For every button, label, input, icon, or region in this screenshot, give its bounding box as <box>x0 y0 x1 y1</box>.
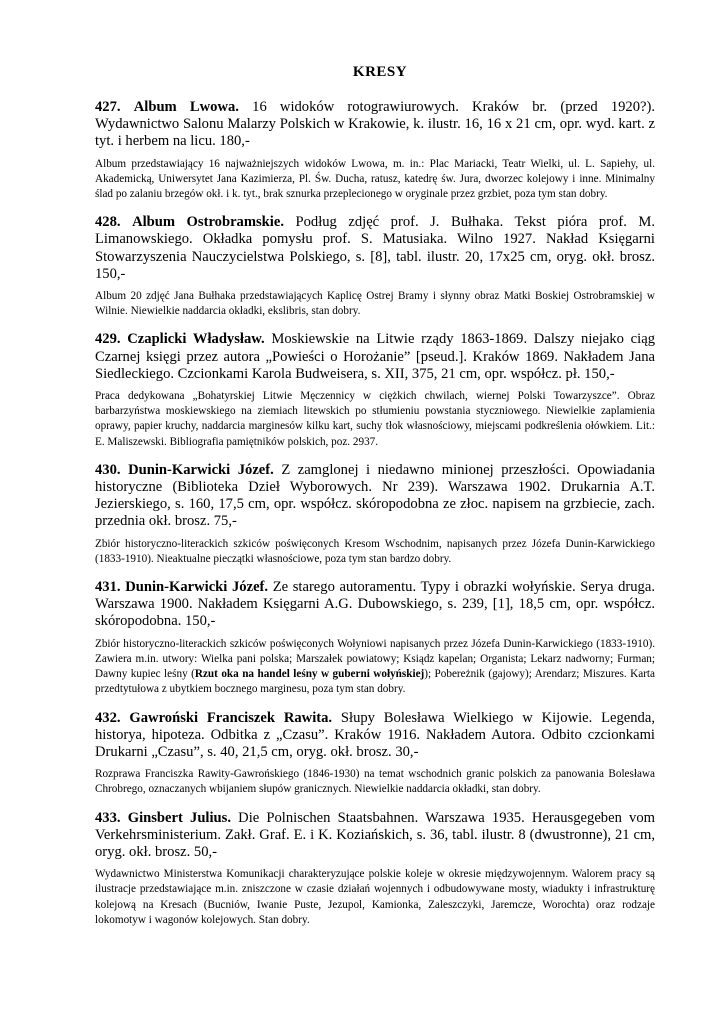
entry-main <box>95 710 655 762</box>
entry-author: Album Lwowa. <box>133 99 239 115</box>
entry-main <box>95 331 655 383</box>
entry-description: Zbiór historyczno-literackich szkiców poświęconych Kresom Wschodnim, napisanych przez Józefa Dunin-Karwickiego (1833-1910). Nieaktualne pieczątki własnościowe, poza tym stan bardzo dobry. <box>95 537 655 565</box>
catalog-entry-432 <box>95 710 655 798</box>
catalog-entry-429 <box>95 331 655 449</box>
entry-body: Z zamglonej i niedawno minionej przeszłości. Opowiadania historyczne (Biblioteka Dzieł Wyborowych. Nr 239). Warszawa 1902. Drukarnia A.T. Jezierskiego, s. 160, 17,5 cm, opr. współcz. skóropodobna ze złoc. napisem na grzbiecie, zach. przednia okł. brosz. 75,- <box>95 461 655 530</box>
entry-body: Ze starego autoramentu. Typy i obrazki wołyńskie. Serya druga. Warszawa 1900. Nakładem Księgarni A.G. Dubowskiego, s. 239, [1], 18,5 cm, opr. współcz. skóropodobna. 150,- <box>95 579 655 630</box>
catalog-page <box>95 64 655 940</box>
entry-author: Dunin-Karwicki Józef. <box>128 461 274 478</box>
entry-body: Die Polnischen Staatsbahnen. Warszawa 1935. Herausgegeben vom Verkehrsministerium. Zakł. Graf. E. i K. Koziańskich, s. 36, tabl. ilustr. 8 (dwustronne), 21 cm, oryg. okł. brosz. 50,- <box>95 809 655 860</box>
entry-body: Słupy Bolesława Wielkiego w Kijowie. Legenda, historya, hipoteza. Odbitka z „Czasu”. Kraków 1916. Nakładem Autora. Odbito czcionkami Drukarni „Czasu”, s. 40, 21,5 cm, oryg. okł. brosz. 30,- <box>95 709 655 760</box>
entry-main <box>95 810 655 862</box>
entry-number: 433. <box>95 809 121 826</box>
catalog-entry-433 <box>95 810 655 928</box>
entry-author: Album Ostrobramskie. <box>132 214 284 231</box>
entry-author: Czaplicki Władysław. <box>127 331 265 348</box>
entry-author: Gawroński Franciszek Rawita. <box>129 709 333 726</box>
entry-body: Podług zdjęć prof. J. Bułhaka. Tekst pióra prof. M. Limanowskiego. Okładka pomysłu prof. S. Matusiaka. Wilno 1927. Nakład Księgarni Stowarzyszenia Nauczycielstwa Polskiego, s. [8], tabl. ilustr. 20, 17x25 cm, oryg. okł. brosz. 150,- <box>95 214 655 282</box>
entry-body: 16 widoków rotograwiurowych. Kraków br. (przed 1920?). Wydawnictwo Salonu Malarzy Polskich w Krakowie, k. ilustr. 16, 16 x 21 cm, opr. wyd. kart. z tyt. i herbem na licu. 180,- <box>95 99 656 150</box>
catalog-entry-428 <box>95 214 655 319</box>
entry-number: 427. <box>95 99 121 115</box>
entry-description: Album 20 zdjęć Jana Bułhaka przedstawiających Kaplicę Ostrej Bramy i słynny obraz Matki Boskiej Ostrobramskiej w Wilnie. Niewielkie naddarcia okładki, ekslibris, stan dobry. <box>95 290 655 318</box>
entry-number: 431. <box>95 579 121 596</box>
entry-author: Dunin-Karwicki Józef. <box>125 579 269 596</box>
entry-number: 428. <box>95 214 121 231</box>
entry-description <box>95 637 655 698</box>
entry-description-text: Zbiór historyczno-literackich szkiców poświęconych Wołyniowi napisanych przez Józefa Dunin-Karwickiego (1833-1910). Zawiera m.in. utwory: Wielka pani polska; Marszałek powiatowy; Ksiądz kapelan; Organista; Lekarz nadworny; Furman; Dawny kupiec leśny ( <box>95 637 655 681</box>
entry-body: Moskiewskie na Litwie rządy 1863-1869. Dalszy niejako ciąg Czarnej księgi przez autora „Powieści o Horożanie” [pseud.]. Kraków 1869. Nakładem Jana Siedleckiego. Czcionkami Karola Budweisera, s. XII, 375, 21 cm, opr. współcz. pł. 150,- <box>95 331 655 382</box>
entry-author: Ginsbert Julius. <box>127 809 231 826</box>
entry-main <box>95 214 655 283</box>
entry-description-text: ); Pobereżnik (gajowy); Arendarz; Miszures. Karta przedtytułowa z ubytkiem bocznego marginesu, poza tym stan dobry. <box>95 668 655 696</box>
entry-description: Praca dedykowana „Bohatyrskiej Litwie Męczennicy w ciężkich chwilach, wiernej Polski Towarzyszce”. Obraz barbarzyństwa moskiewskiego na ziemiach litewskich po stłumieniu powstania styczniowego. Niewielkie zaplamienia oprawy, papier kruchy, naddarcia marginesów kilku kart, suchy tłok własnościowy, miejscami podkreślenia ołówkiem. Lit.: E. Maliszewski. Bibliografia pamiętników polskich, poz. 2937. <box>95 390 655 448</box>
entry-main <box>95 99 655 151</box>
entry-main <box>95 579 655 631</box>
catalog-entry-427 <box>95 99 655 202</box>
entry-description: Rozprawa Franciszka Rawity-Gawrońskiego (1846-1930) na temat wschodnich granic polskich za panowania Bolesława Chrobrego, oznaczanych wbijaniem słupów granicznych. Niewielkie naddarcia okładki, stan dobry. <box>95 768 655 796</box>
entry-main <box>95 462 655 531</box>
section-title: KRESY <box>352 64 408 80</box>
entry-number: 429. <box>95 331 121 348</box>
entry-description-bold-title: Rzut oka na handel leśny w guberni wołyńskiej <box>194 668 425 681</box>
entry-number: 430. <box>95 461 121 478</box>
catalog-entry-431 <box>95 579 655 697</box>
catalog-entry-430 <box>95 462 655 567</box>
entry-description: Wydawnictwo Ministerstwa Komunikacji charakteryzujące polskie koleje w okresie międzywojennym. Walorem pracy są ilustracje przedstawiające m.in. zniszczone w czasie działań wojennych i odbudowywane mosty, wiadukty i infrastrukturę kolejową na Kresach (Bucniów, Iwanie Puste, Jezupol, Kamionka, Zaleszczyki, Jaremcze, Worochta) oraz rodzaje lokomotyw i wagonów kolejowych. Stan dobry. <box>95 868 655 926</box>
entry-number: 432. <box>95 709 121 726</box>
entry-description: Album przedstawiający 16 najważniejszych widoków Lwowa, m. in.: Plac Mariacki, Teatr Wielki, ul. L. Sapiehy, ul. Akademicką, Uniwersytet Jana Kazimierza, Pl. Św. Ducha, ratusz, katedrę św. Jura, dworzec kolejowy i inne. Minimalny ślad po zalaniu brzegów okł. i k. tyt., brak sznurka przeplecionego w oryginale przez grzbiet, poza tym stan dobry. <box>95 157 655 201</box>
